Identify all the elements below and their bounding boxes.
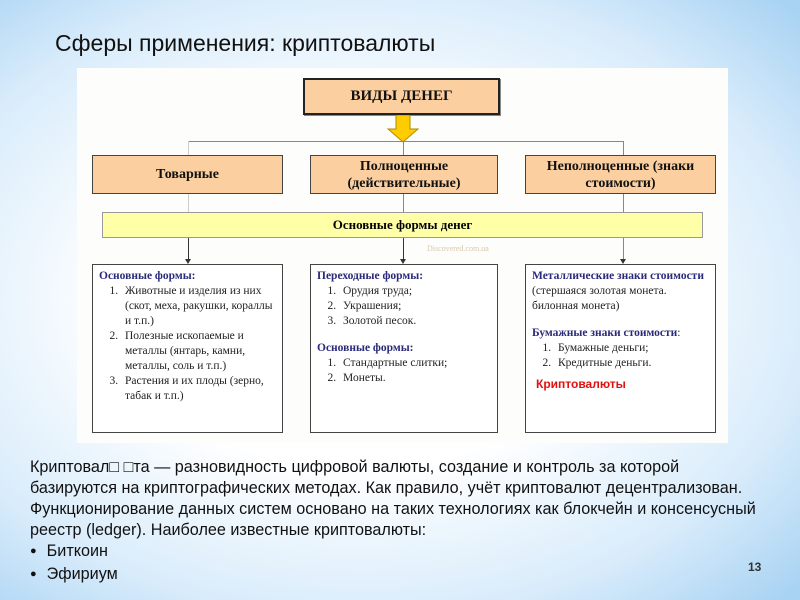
connector-line	[188, 141, 623, 142]
connector-line	[188, 238, 189, 259]
type-box-full-value: Полноценные (действительные)	[310, 155, 498, 194]
down-arrow-icon	[387, 115, 419, 143]
list-item: 1. Бумажные деньги;	[554, 341, 709, 356]
forms-box-token	[525, 264, 716, 433]
box-heading: Основные формы:	[317, 342, 414, 354]
list-item: 2. Монеты.	[339, 371, 491, 386]
crypto-highlight: Криптовалюты	[536, 377, 626, 391]
bullet-item: ● Эфириум	[30, 564, 770, 587]
list-item: 3. Растения и их плоды (зерно, табак и т.п.)	[121, 374, 276, 404]
list-item: 1. Орудия труда;	[339, 284, 491, 299]
connector-line	[403, 238, 404, 259]
bullet-list	[30, 541, 770, 587]
connector-line	[403, 141, 404, 155]
box-heading: Бумажные знаки стоимости	[532, 327, 678, 339]
box-heading: Металлические знаки стоимости	[532, 270, 704, 282]
main-forms-bar: Основные формы денег	[102, 212, 703, 238]
box-heading: Основные формы:	[99, 270, 196, 282]
bullet-item: ● Биткоин	[30, 541, 770, 564]
slide-title: Сферы применения: криптовалюты	[55, 30, 436, 56]
diagram-root-box: ВИДЫ ДЕНЕГ	[303, 78, 500, 115]
forms-box-commodity	[92, 264, 283, 433]
metal-tokens-entry	[532, 269, 709, 314]
body-text	[30, 457, 770, 587]
list-item: 1. Животные и изделия из них (скот, меха, ракушки, кораллы и т.п.)	[121, 284, 276, 329]
body-paragraph: Криптовал□ □та — разновидность цифровой валюты, создание и контроль за которой базируются на криптографических методах. Как правило, учёт криптовалют децентрализован. Функционирование данных систем основано на таких технологиях как блокчейн и консенсусный реестр (ledger). Наиболее известные криптовалюты:	[30, 458, 756, 539]
type-box-token: Неполноценные (знаки стоимости)	[525, 155, 716, 194]
paper-tokens-entry	[532, 326, 709, 341]
colon: :	[677, 327, 681, 339]
box-text: (стершаяся золотая монета. билонная монета)	[532, 285, 667, 312]
connector-line	[623, 238, 624, 259]
watermark: Discovered.com.ua	[427, 244, 489, 253]
list-item: 2. Украшения;	[339, 299, 491, 314]
connector-line	[623, 194, 624, 212]
connector-line	[403, 194, 404, 212]
forms-box-full-value	[310, 264, 498, 433]
list-item: 1. Стандартные слитки;	[339, 356, 491, 371]
page-number: 13	[748, 560, 762, 574]
connector-line	[188, 194, 189, 212]
list-item: 2. Полезные ископаемые и металлы (янтарь, камни, металлы, соль и т.п.)	[121, 329, 276, 374]
list-item: 2. Кредитные деньги.	[554, 356, 709, 371]
box-heading: Переходные формы:	[317, 270, 424, 282]
list-item: 3. Золотой песок.	[339, 314, 491, 329]
connector-line	[623, 141, 624, 155]
connector-line	[188, 141, 189, 155]
money-types-diagram	[77, 68, 728, 443]
type-box-commodity: Товарные	[92, 155, 283, 194]
